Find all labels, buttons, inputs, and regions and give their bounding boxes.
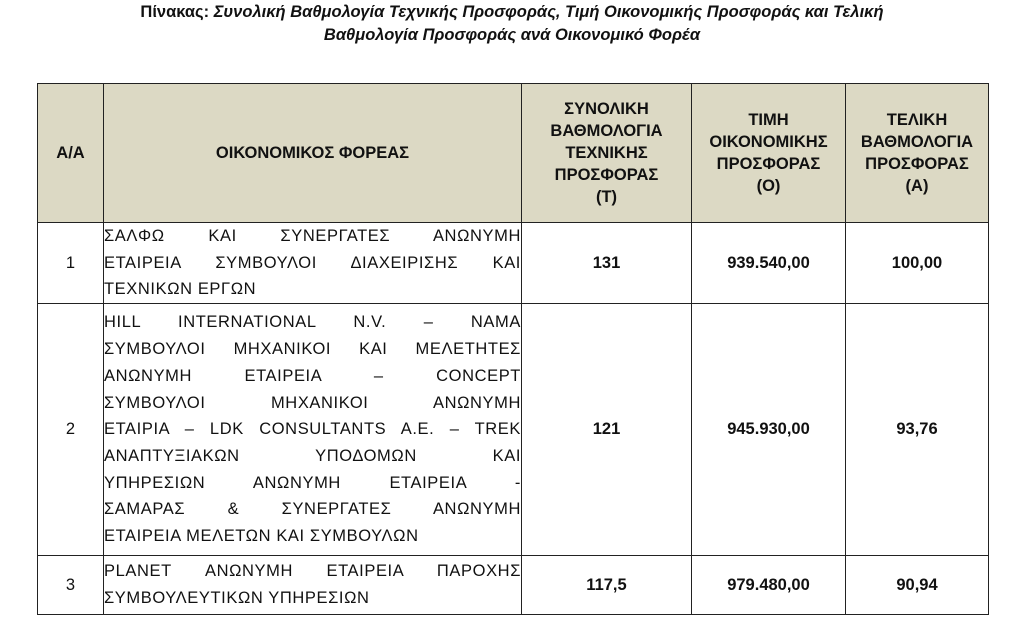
table-row: [38, 556, 989, 615]
header-line: (Τ): [595, 188, 618, 206]
table-row: [38, 223, 989, 304]
cell-financial-price: 939.540,00: [692, 223, 846, 304]
name-line: ΑΝΑΠΤΥΞΙΑΚΩΝ ΥΠΟΔΟΜΩΝ ΚΑΙ: [104, 446, 521, 465]
cell-aa: 2: [38, 304, 104, 556]
cell-aa: 3: [38, 556, 104, 615]
name-line: ΕΤΑΙΡΕΙΑ ΣΥΜΒΟΥΛΟΙ ΔΙΑΧΕΙΡΙΣΗΣ ΚΑΙ: [104, 253, 521, 272]
header-line: ΠΡΟΣΦΟΡΑΣ: [554, 166, 659, 184]
cell-aa: 1: [38, 223, 104, 304]
name-line: ΥΠΗΡΕΣΙΩΝ ΑΝΩΝΥΜΗ ΕΤΑΙΡΕΙΑ -: [104, 473, 521, 492]
cell-technical-score: 121: [522, 304, 692, 556]
header-line: (Α): [905, 177, 929, 195]
title-text-1: Συνολική Βαθμολογία Τεχνικής Προσφοράς, Τιμή Οικονομικής Προσφοράς και Τελική: [213, 3, 884, 21]
table-row: [38, 304, 989, 556]
header-line: ΒΑΘΜΟΛΟΓΙΑ: [550, 122, 663, 140]
cell-technical-score: 117,5: [522, 556, 692, 615]
header-line: (Ο): [756, 177, 781, 195]
cell-final-score: 90,94: [846, 556, 989, 615]
name-line: ΣΥΜΒΟΥΛΟΙ ΜΗΧΑΝΙΚΟΙ ΑΝΩΝΥΜΗ: [104, 393, 521, 412]
name-line: ΣΑΜΑΡΑΣ & ΣΥΝΕΡΓΑΤΕΣ ΑΝΩΝΥΜΗ: [104, 500, 521, 519]
name-line: ΕΤΑΙΡΕΙΑ ΜΕΛΕΤΩΝ ΚΑΙ ΣΥΜΒΟΥΛΩΝ: [104, 527, 419, 546]
cell-technical-score: 131: [522, 223, 692, 304]
header-line: ΤΕΧΝΙΚΗΣ: [565, 144, 648, 162]
cell-financial-price: 945.930,00: [692, 304, 846, 556]
header-line: ΠΡΟΣΦΟΡΑΣ: [865, 155, 969, 173]
cell-final-score: 93,76: [846, 304, 989, 556]
document-title: [0, 0, 1024, 53]
header-economic-operator: ΟΙΚΟΝΟΜΙΚΟΣ ΦΟΡΕΑΣ: [104, 84, 522, 223]
header-technical-score: [522, 84, 692, 223]
name-line: ΕΤΑΙΡΙΑ – LDK CONSULTANTS A.E. – TREK: [104, 420, 521, 439]
name-line: ΣΥΜΒΟΥΛΟΙ ΜΗΧΑΝΙΚΟΙ ΚΑΙ ΜΕΛΕΤΗΤΕΣ: [104, 340, 521, 359]
title-line-1: [0, 1, 1024, 24]
cell-economic-operator: [104, 223, 522, 304]
cell-final-score: 100,00: [846, 223, 989, 304]
table-header-row: [38, 84, 989, 223]
name-line: ΤΕΧΝΙΚΩΝ ΕΡΓΩΝ: [104, 280, 257, 299]
name-line: ΣΑΛΦΩ ΚΑΙ ΣΥΝΕΡΓΑΤΕΣ ΑΝΩΝΥΜΗ: [104, 227, 521, 245]
header-financial-price: [692, 84, 846, 223]
header-line: ΣΥΝΟΛΙΚΗ: [564, 100, 649, 118]
header-line: ΤΕΛΙΚΗ: [886, 111, 948, 129]
header-line: ΠΡΟΣΦΟΡΑΣ: [716, 155, 821, 173]
header-line: ΤΙΜΗ: [748, 111, 789, 129]
header-aa: Α/Α: [38, 84, 104, 223]
header-final-score: [846, 84, 989, 223]
header-line: ΟΙΚΟΝΟΜΙΚΗΣ: [709, 133, 828, 151]
cell-economic-operator: [104, 556, 522, 615]
cell-economic-operator: [104, 304, 522, 556]
offers-table: [37, 83, 989, 615]
cell-financial-price: 979.480,00: [692, 556, 846, 615]
title-line-2: Βαθμολογία Προσφοράς ανά Οικονομικό Φορέα: [323, 26, 701, 44]
title-prefix: Πίνακας:: [140, 3, 214, 21]
name-line: ΑΝΩΝΥΜΗ ΕΤΑΙΡΕΙΑ – CONCEPT: [104, 366, 521, 385]
header-line: ΒΑΘΜΟΛΟΓΙΑ: [860, 133, 974, 151]
name-line: HILL INTERNATIONAL N.V. – ΝΑΜΑ: [104, 313, 521, 332]
name-line: PLANET ΑΝΩΝΥΜΗ ΕΤΑΙΡΕΙΑ ΠΑΡΟΧΗΣ: [104, 562, 521, 581]
name-line: ΣΥΜΒΟΥΛΕΥΤΙΚΩΝ ΥΠΗΡΕΣΙΩΝ: [104, 589, 370, 608]
